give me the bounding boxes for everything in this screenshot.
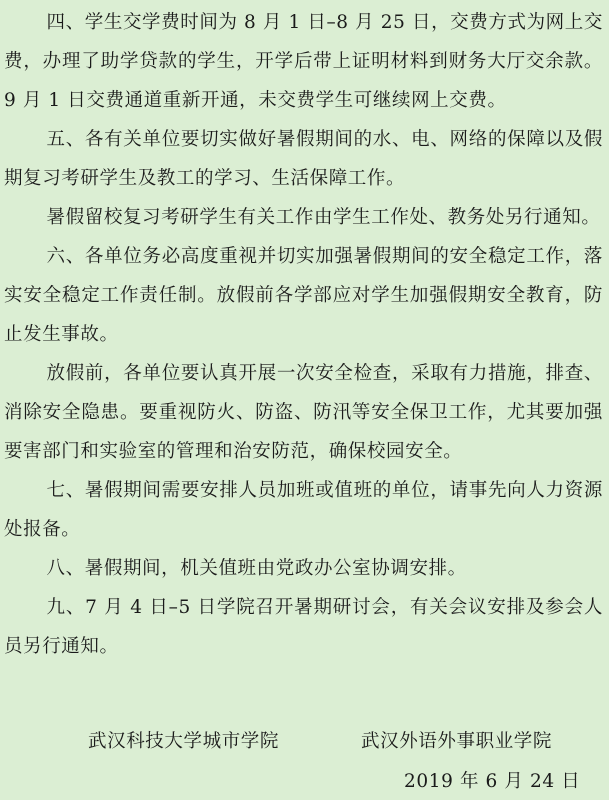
document-date: 2019 年 6 月 24 日 [404, 771, 581, 792]
paragraph-exam-students: 暑假留校复习考研学生有关工作由学生工作处、教务处另行通知。 [46, 207, 601, 228]
paragraph-office-duty: 八、暑假期间，机关值班由党政办公室协调安排。 [46, 558, 467, 579]
paragraph-tuition-payment: 四、学生交学费时间为 8 月 1 日–8 月 25 日，交费方式为网上交费，办理了助学贷款的学生，开学后带上证明材料到财务大厅交余款。9 月 1 日交费通道重新开通，未交费学生可继续网上交费。 [4, 12, 603, 111]
signature-wuhan-foreign-affairs-college: 武汉外语外事职业学院 [361, 731, 553, 752]
paragraph-utilities-support: 五、各有关单位要切实做好暑假期间的水、电、网络的保障以及假期复习考研学生及教工的学习、生活保障工作。 [4, 129, 603, 189]
document-body [0, 3, 609, 666]
paragraph-safety-inspection: 放假前，各单位要认真开展一次安全检查，采取有力措施，排查、消除安全隐患。要重视防火、防盗、防汛等安全保卫工作，尤其要加强要害部门和实验室的管理和治安防范，确保校园安全。 [4, 363, 603, 462]
signature-block [0, 727, 609, 767]
paragraph-safety-stability: 六、各单位务必高度重视并切实加强暑假期间的安全稳定工作，落实安全稳定工作责任制。放假前各学部应对学生加强假期安全教育，防止发生事故。 [4, 246, 603, 345]
paragraph-summer-seminar: 九、7 月 4 日–5 日学院召开暑期研讨会，有关会议安排及参会人员另行通知。 [4, 597, 603, 657]
paragraph-overtime-duty: 七、暑假期间需要安排人员加班或值班的单位，请事先向人力资源处报备。 [4, 480, 603, 540]
signature-wust-city-college: 武汉科技大学城市学院 [88, 731, 280, 752]
